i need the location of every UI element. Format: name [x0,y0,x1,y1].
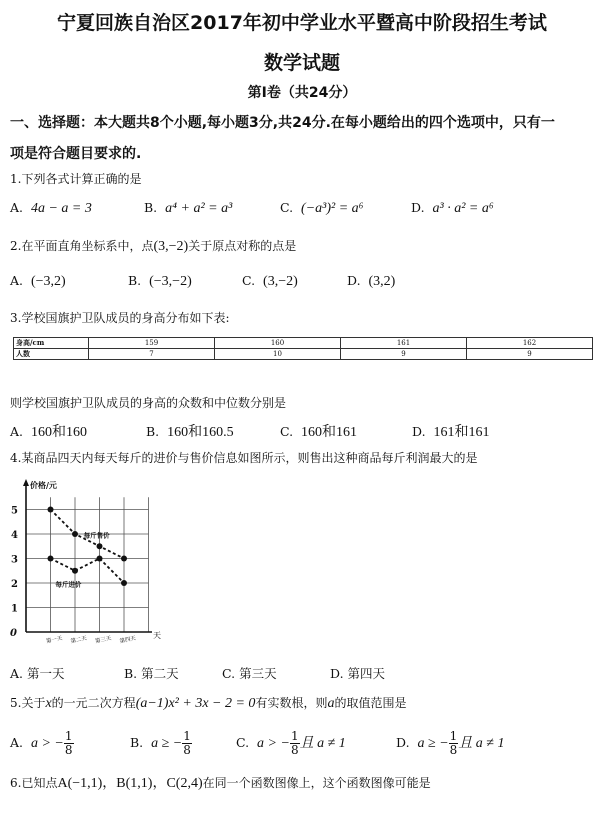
data-point [72,531,78,537]
q2-d-label: D. [347,273,361,288]
section1-instructions-line2: 项是符合题目要求的. [10,146,142,162]
q6-stem-pre: 6.已知点 [10,776,58,790]
y-tick-label: 2 [11,579,18,590]
q5-b-label: B. [130,735,144,750]
table-cell: 10 [215,349,341,360]
q5-option-d: D. a ≥ − $\frac{1}{8}$ 且 a ≠ 1 [396,729,505,757]
series-label-buy: 每斤进价 [55,580,82,589]
section-label: 第Ⅰ卷（共24分） [247,85,357,101]
q1-c-expr: (−a³)² = a⁶ [301,201,364,216]
table-row [14,338,593,349]
data-point [97,543,103,549]
q5-a-expr: a > − [30,736,64,751]
q3-option-d [412,421,490,441]
table-cell: 160 [215,338,341,349]
q2-option-d [347,273,395,290]
q1-a-expr: 4a − a = 3 [30,201,92,216]
q5-option-b [130,730,192,757]
q4-d-text: 第四天 [347,666,386,681]
q5-stem-post: 有实数根，则 [255,696,328,710]
q3-d-label: D. [412,424,426,439]
q4-option-b [124,664,179,682]
height-table [13,337,593,360]
q5-stem-end: 的取值范围是 [334,696,407,710]
fraction: $\frac{1}{8}$ [183,729,191,757]
origin-label: 0 [10,628,17,639]
exam-title: 宁夏回族自治区2017年初中学业水平暨高中阶段招生考试 [57,12,547,34]
q4-b-text: 第二天 [141,666,179,681]
q3-option-a [10,421,87,441]
data-point [48,507,54,513]
q1-b-expr: a⁴ + a² = a³ [165,201,233,216]
table-cell: 159 [89,338,215,349]
q5-stem [10,694,406,712]
q5-d-expr: a ≥ − [417,736,449,751]
q3-option-b [146,421,234,441]
data-point [121,580,127,586]
table-cell: 162 [467,338,593,349]
q1-stem: 1.下列各式计算正确的是 [10,172,142,186]
table-row-header: 身高/cm [14,338,89,349]
q4-stem: 4.某商品四天内每天每斤的进价与售价信息如图所示，则售出这种商品每斤利润最大的是 [10,451,478,465]
q2-option-c [242,273,298,290]
q2-stem [10,237,296,255]
q5-d-label: D. [396,735,410,750]
q5-stem-pre: 5.关于 [10,696,46,710]
q3-a-label: A. [10,424,24,439]
x-tick-label: 第一天 [45,635,64,645]
table-cell: 9 [467,349,593,360]
table-cell: 161 [341,338,467,349]
table-cell: 7 [89,349,215,360]
series-line [51,559,125,584]
q1-b-label: B. [144,200,158,215]
q1-d-expr: a³ · a² = a⁶ [432,201,494,216]
q2-b-expr: (−3,−2) [149,274,192,289]
q2-b-label: B. [128,273,142,288]
series-label-sell: 每斤售价 [83,531,110,540]
q2-a-expr: (−3,2) [30,274,66,289]
table-row [14,349,593,360]
q5-var-a: a [327,696,335,711]
q6-points: A(−1,1)，B(1,1)，C(2,4) [57,776,203,791]
q1-c-label: C. [280,200,294,215]
section1-instructions-line1: 一、选择题：本大题共8个小题,每小题3分,共24分.在每小题给出的四个选项中，只有一 [10,115,555,131]
q4-option-a [10,664,65,682]
q3-b-label: B. [146,424,160,439]
x-axis-label: 天 [153,631,161,640]
price-chart [4,474,164,650]
y-tick-label: 1 [11,603,18,615]
table-cell: 9 [341,349,467,360]
data-point [97,556,103,562]
table-row-header: 人数 [14,349,89,360]
q3-b-expr: 160和160.5 [167,425,234,440]
q3-a-expr: 160和160 [30,425,87,440]
q3-c-label: C. [280,424,294,439]
data-point [72,568,78,574]
q3-stem: 3.学校国旗护卫队成员的身高分布如下表: [10,311,230,325]
q5-option-a [10,730,74,757]
q5-a-label: A. [10,735,24,750]
q3-option-c [280,421,357,441]
y-axis-label: 价格/元 [30,480,57,490]
q2-d-expr: (3,2) [368,274,396,289]
q4-option-c [222,664,277,682]
q4-a-label: A. [10,666,24,681]
x-tick-label: 第二天 [70,635,88,645]
x-tick-label: 第三天 [94,635,113,645]
q5-c-expr: a > − [257,736,290,751]
q2-point: (3,−2) [153,239,189,254]
q3-c-expr: 160和161 [301,425,358,440]
q1-d-label: D. [411,200,425,215]
subject-title: 数学试题 [263,52,340,74]
q2-a-label: A. [10,273,24,288]
q1-option-a [10,200,92,217]
q1-option-d [411,200,494,217]
q2-option-b [128,273,192,290]
q4-d-label: D. [330,666,344,681]
fraction: $\frac{1}{8}$ [290,729,299,757]
q5-equation: (a−1)x² + 3x − 2 = 0 [135,696,256,711]
q1-a-label: A. [10,200,24,215]
q2-c-expr: (3,−2) [263,274,298,289]
data-point [48,556,54,562]
q3-question: 则学校国旗护卫队成员的身高的众数和中位数分别是 [10,396,287,410]
q1-option-c [280,200,364,217]
x-tick-label: 第四天 [119,635,137,645]
q4-c-text: 第三天 [239,666,277,681]
fraction: $\frac{1}{8}$ [449,729,458,757]
q4-c-label: C. [222,666,236,681]
q6-stem [10,772,431,792]
data-point [121,556,127,562]
q2-stem-pre: 2.在平面直角坐标系中，点 [10,239,154,253]
q5-stem-mid: 的一元二次方程 [51,696,136,710]
y-tick-label: 3 [11,554,18,566]
q2-option-a [10,273,66,290]
q4-option-d [330,664,385,682]
q3-d-expr: 161和161 [433,425,490,440]
fraction: $\frac{1}{8}$ [64,729,73,757]
q5-option-c: C. a > − $\frac{1}{8}$ 且 a ≠ 1 [236,729,346,757]
y-tick-label: 5 [11,505,18,517]
q5-c-label: C. [236,735,250,750]
q1-option-b [144,200,232,217]
y-axis-arrow [23,479,29,486]
q4-a-text: 第一天 [27,666,65,681]
y-tick-label: 4 [11,530,18,541]
q5-b-expr: a ≥ − [151,736,183,751]
q6-stem-post: 在同一个函数图像上，这个函数图像可能是 [202,776,431,790]
q5-var-x: x [45,696,52,711]
q2-c-label: C. [242,273,256,288]
q2-stem-post: 关于原点对称的点是 [188,239,297,253]
q4-b-label: B. [124,666,138,681]
